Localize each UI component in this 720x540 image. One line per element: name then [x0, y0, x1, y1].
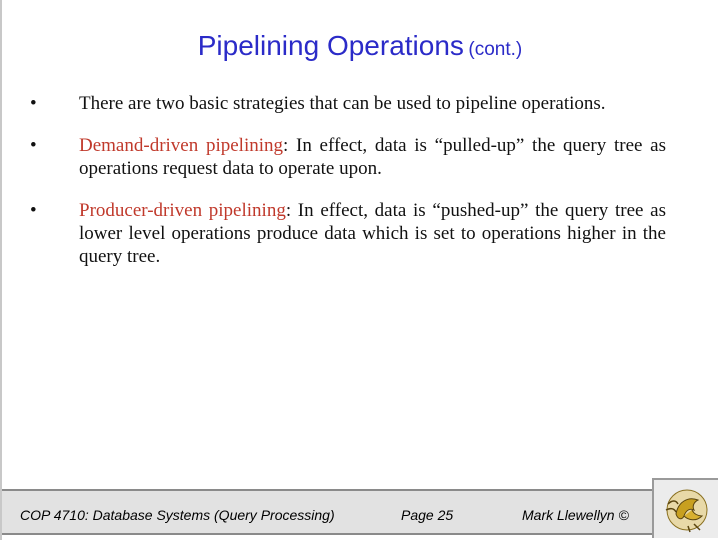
- bullet-body: : In effect, data is “pulled-up” the query tree as operations request data to operate upon.: [79, 135, 666, 179]
- bullet-item: [30, 92, 666, 115]
- bullet-text: [79, 199, 666, 268]
- slide-title: [0, 30, 720, 62]
- bullet-marker: •: [30, 93, 37, 114]
- bullet-highlight: Demand-driven pipelining: [79, 135, 283, 156]
- slide-title-sub: (cont.): [468, 39, 523, 60]
- footer-divider-top: [2, 489, 652, 491]
- bullet-item: [30, 134, 666, 180]
- footer-divider-bottom: [2, 533, 652, 535]
- bullet-text: [79, 92, 666, 115]
- bullet-list: [30, 92, 666, 287]
- footer-page-number: Page 25: [401, 507, 454, 523]
- bullet-body: : In effect, data is “pushed-up” the query tree as lower level operations produce data which is set to operations higher in the query tree.: [79, 200, 666, 267]
- ucf-pegasus-logo-icon: [654, 480, 716, 536]
- bullet-item: [30, 199, 666, 268]
- slide-title-main: Pipelining Operations: [197, 30, 464, 61]
- bullet-highlight: Producer-driven pipelining: [79, 200, 286, 221]
- footer-course: COP 4710: Database Systems (Query Processing): [20, 507, 335, 523]
- logo-box: [652, 478, 718, 538]
- bullet-marker: •: [30, 200, 37, 221]
- bullet-body: There are two basic strategies that can be used to pipeline operations.: [79, 93, 606, 114]
- footer-author: Mark Llewellyn ©: [522, 507, 629, 523]
- bullet-text: [79, 134, 666, 180]
- slide-left-border: [0, 0, 2, 540]
- bullet-marker: •: [30, 135, 37, 156]
